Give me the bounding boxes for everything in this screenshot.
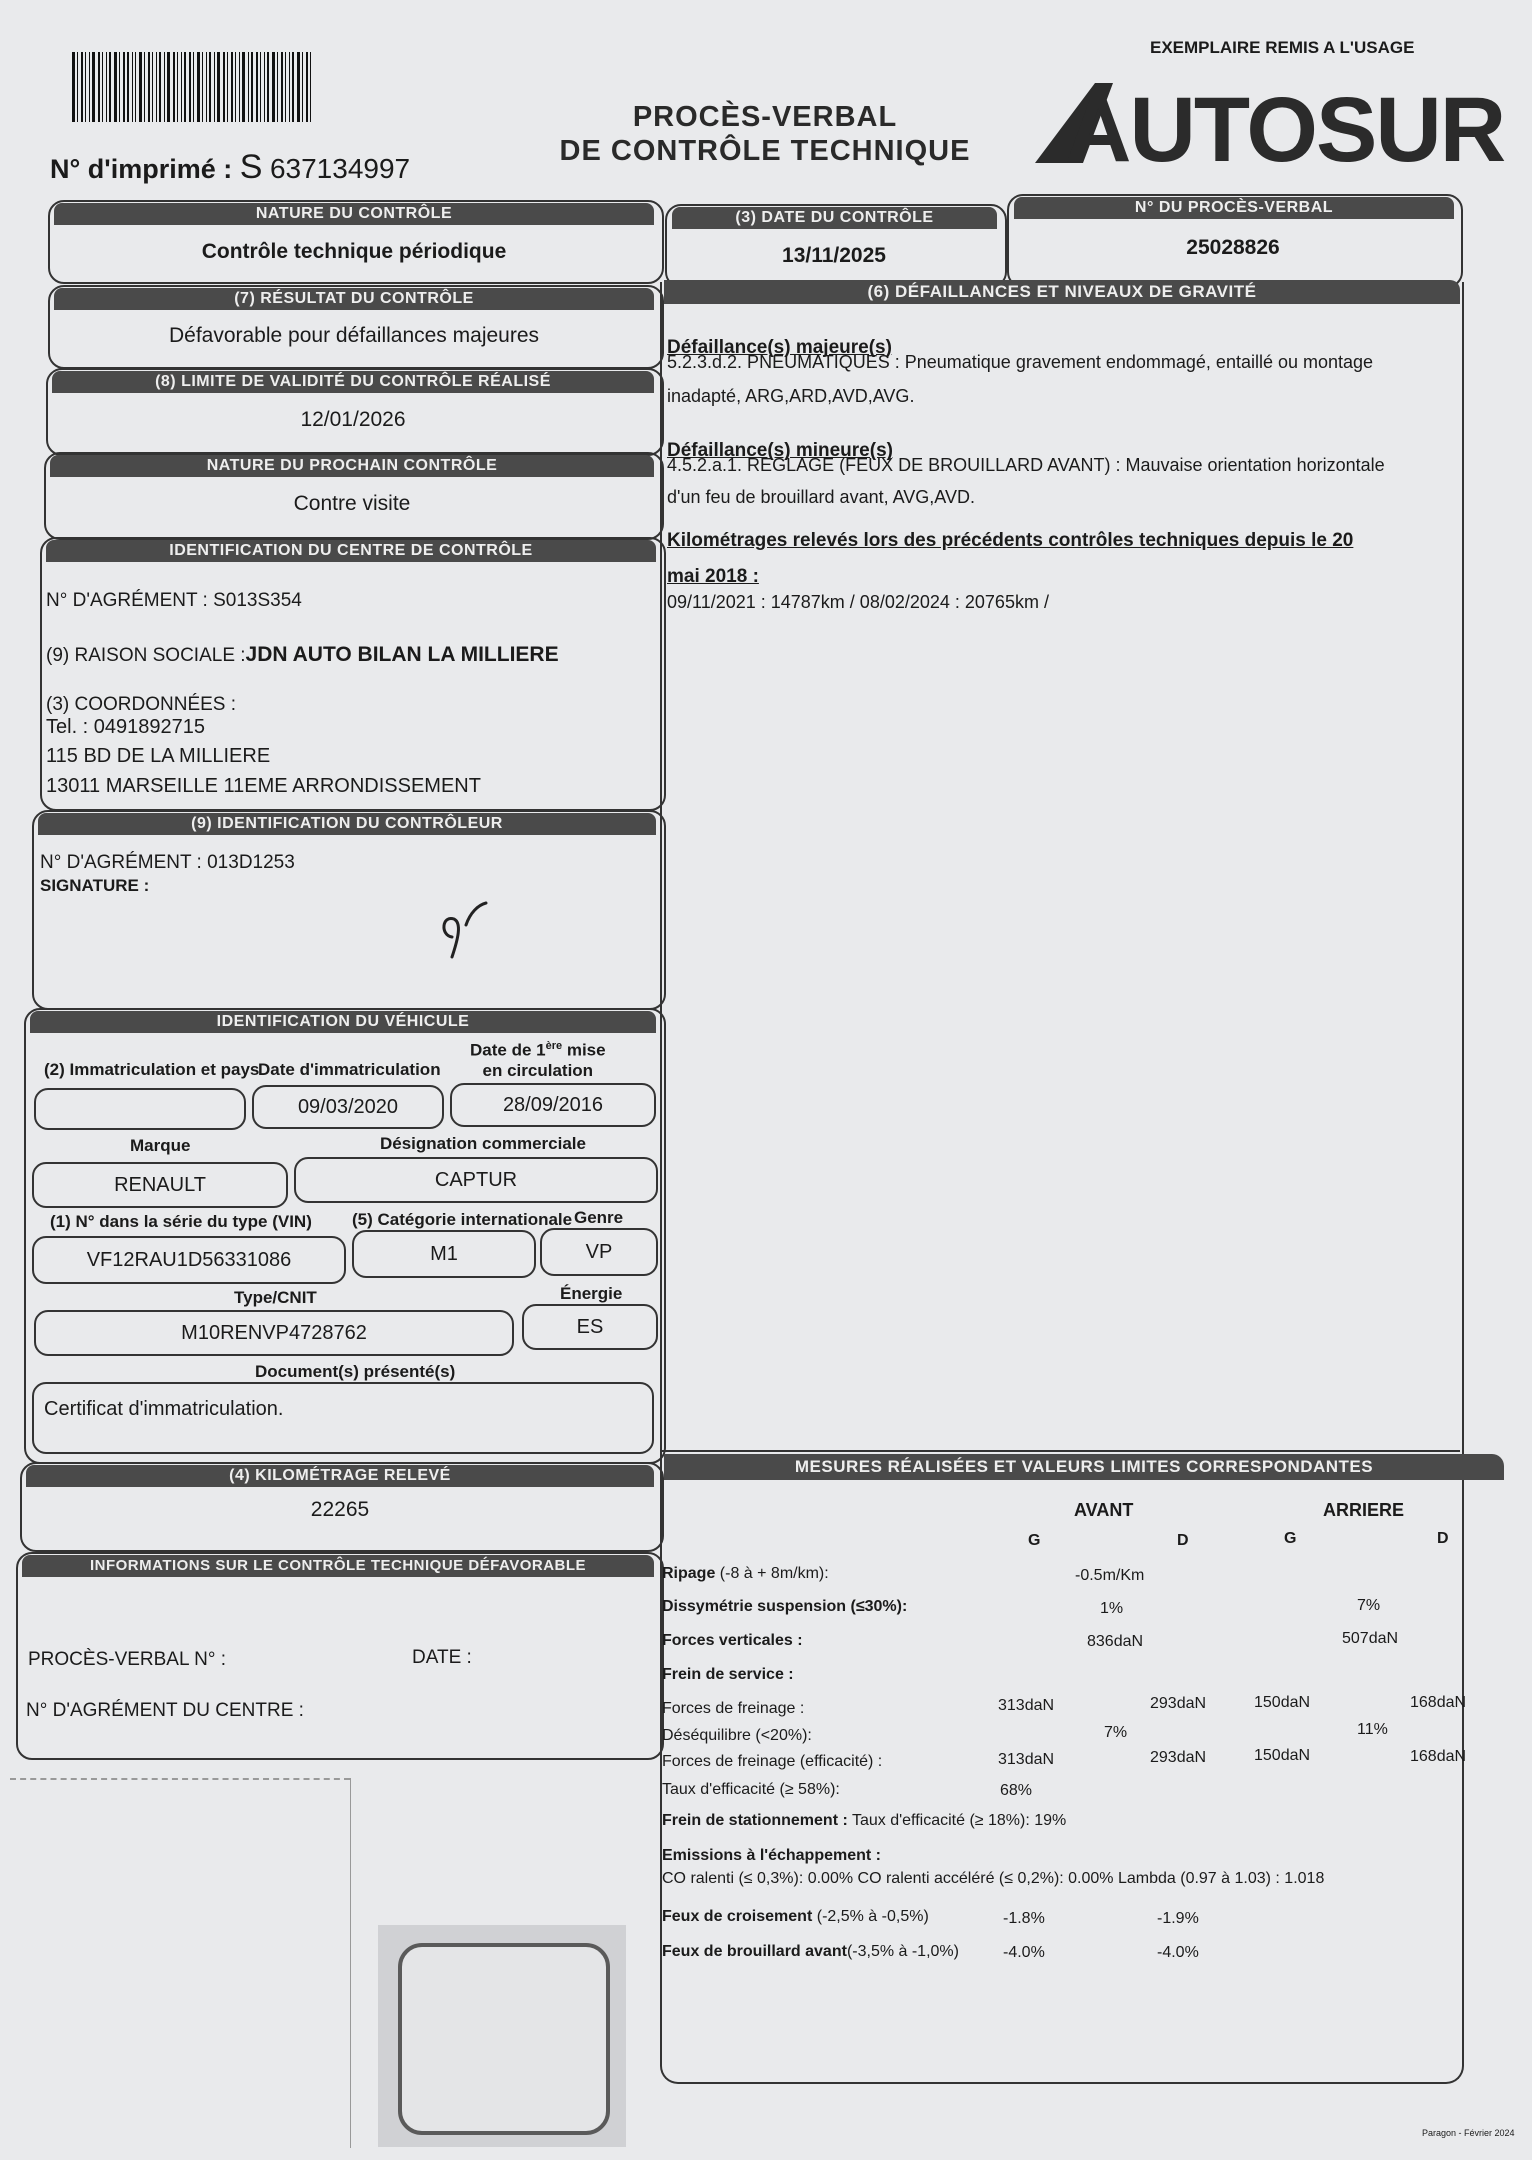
barcode-bar [85, 52, 86, 122]
taux-efficacite-value: 68% [1000, 1782, 1033, 1799]
barcode-bar [106, 52, 107, 122]
designation-label: Désignation commerciale [380, 1134, 586, 1153]
barcode-bar [310, 52, 311, 122]
defavorable-agrement-label: N° D'AGRÉMENT DU CENTRE : [26, 1700, 304, 1721]
barcode-bar [239, 52, 240, 122]
forces-verticales-label: Forces verticales : [662, 1632, 803, 1649]
barcode-bar [235, 52, 236, 122]
barcode-bar [202, 52, 203, 122]
desequilibre-arriere: 11% [1357, 1721, 1388, 1738]
raison-sociale-value: JDN AUTO BILAN LA MILLIERE [245, 643, 559, 666]
feux-croisement-row [662, 1908, 929, 1926]
frein-stationnement-label: Frein de stationnement : [662, 1812, 848, 1829]
centre-header: IDENTIFICATION DU CENTRE DE CONTRÔLE [46, 540, 656, 562]
marque-field: RENAULT [32, 1162, 288, 1208]
numero-pv-value: 25028826 [1186, 236, 1280, 259]
barcode-bar [267, 52, 269, 122]
barcode-bar [127, 52, 129, 122]
ripage-row [662, 1565, 829, 1583]
emissions-label: Emissions à l'échappement : [662, 1847, 881, 1864]
barcode-bar [164, 52, 165, 122]
freinage-efficacite-ard: 168daN [1410, 1748, 1467, 1765]
centre-box [40, 537, 666, 811]
defaillances-header: (6) DÉFAILLANCES ET NIVEAUX DE GRAVITÉ [664, 280, 1460, 304]
barcode-bar [144, 52, 145, 122]
barcode-bar [184, 52, 186, 122]
barcode-bar [173, 52, 175, 122]
barcode-bar [109, 52, 111, 122]
date-circulation-label-a: Date de 1 [470, 1040, 546, 1060]
barcode-bar [102, 52, 103, 122]
feux-croisement-d: -1.9% [1157, 1910, 1199, 1927]
barcode-bar [264, 52, 265, 122]
barcode-bar [119, 52, 120, 122]
resultat-header: (7) RÉSULTAT DU CONTRÔLE [54, 288, 654, 310]
type-cnit-label: Type/CNIT [234, 1288, 317, 1307]
freinage-efficacite-arg: 150daN [1254, 1747, 1311, 1764]
logo-text: AUTOSUR [1065, 79, 1505, 181]
frein-service-label: Frein de service : [662, 1666, 794, 1683]
barcode-bar [177, 52, 178, 122]
barcode-bar [181, 52, 182, 122]
km-title-line-1: Kilométrages relevés lors des précédents contrôles techniques depuis le 20 [667, 530, 1354, 551]
mineures-line-1: 4.5.2.a.1. REGLAGE (FEUX DE BROUILLARD AVANT) : Mauvaise orientation horizontale [667, 455, 1385, 475]
designation-field: CAPTUR [294, 1157, 658, 1203]
numero-imprime-prefix: S [239, 148, 263, 186]
barcode-bar [302, 52, 303, 122]
autosur-logo [1035, 75, 1505, 181]
mesures-header: MESURES RÉALISÉES ET VALEURS LIMITES CORRESPONDANTES [664, 1454, 1504, 1480]
genre-label: Genre [574, 1208, 624, 1227]
barcode-bar [209, 52, 211, 122]
genre-field: VP [540, 1228, 658, 1276]
defavorable-pv-label: PROCÈS-VERBAL N° : [28, 1649, 226, 1670]
documents-field [32, 1382, 654, 1454]
barcode-bar [114, 52, 117, 122]
barcode-bar [77, 52, 78, 122]
centre-raison-sociale [46, 643, 559, 667]
arriere-g-label: G [1284, 1530, 1297, 1547]
energie-label: Énergie [560, 1284, 623, 1303]
barcode [72, 52, 342, 122]
vertical-line [350, 1778, 351, 2148]
barcode-bar [193, 52, 194, 122]
barcode-bar [214, 52, 215, 122]
forces-freinage-avg: 313daN [998, 1697, 1055, 1714]
feux-brouillard-g: -4.0% [1003, 1944, 1045, 1961]
documents-value: Certificat d'immatriculation. [44, 1398, 284, 1420]
numero-imprime-label: N° d'imprimé : [50, 154, 233, 184]
barcode-bar [277, 52, 278, 122]
forces-freinage-arg: 150daN [1254, 1694, 1311, 1711]
barcode-bar [159, 52, 161, 122]
document-title [540, 100, 990, 168]
dissymetrie-arriere: 7% [1357, 1597, 1381, 1614]
date-circulation-label-sup: ère [545, 1040, 563, 1052]
barcode-bar [197, 52, 200, 122]
prochain-header: NATURE DU PROCHAIN CONTRÔLE [50, 455, 654, 477]
arriere-label: ARRIERE [1323, 1500, 1405, 1520]
barcode-bar [81, 52, 83, 122]
barcode-bar [292, 52, 294, 122]
barcode-bar [260, 52, 261, 122]
barcode-bar [251, 52, 253, 122]
controleur-box [32, 810, 666, 1010]
kilometrage-value: 22265 [310, 1498, 370, 1521]
categorie-field: M1 [352, 1230, 536, 1278]
barcode-bar [139, 52, 142, 122]
desequilibre-label: Déséquilibre (<20%): [662, 1727, 812, 1744]
controleur-agrement: N° D'AGRÉMENT : 013D1253 [40, 852, 295, 873]
dissymetrie-label: Dissymétrie suspension (≤30%): [662, 1598, 908, 1615]
barcode-bar [123, 52, 125, 122]
centre-agrement: N° D'AGRÉMENT : S013S354 [46, 590, 302, 611]
barcode-bar [152, 52, 153, 122]
barcode-bar [167, 52, 170, 122]
forces-verticales-arriere: 507daN [1342, 1630, 1399, 1647]
raison-sociale-label: (9) RAISON SOCIALE : [46, 645, 246, 666]
title-line-2: DE CONTRÔLE TECHNIQUE [559, 135, 971, 167]
barcode-bar [272, 52, 275, 122]
barcode-bar [281, 52, 283, 122]
barcode-bar [217, 52, 220, 122]
emissions-value: CO ralenti (≤ 0,3%): 0.00% CO ralenti accéléré (≤ 0,2%): 0.00% Lambda (0.97 à 1.03) : 1.018 [662, 1870, 1325, 1887]
date-circulation-label-b: mise [562, 1040, 606, 1060]
barcode-bar [306, 52, 308, 122]
controleur-signature-label: SIGNATURE : [40, 876, 150, 895]
barcode-bar [242, 52, 245, 122]
defavorable-date-label: DATE : [412, 1647, 472, 1668]
barcode-bar [285, 52, 286, 122]
feux-brouillard-limit: (-3,5% à -1,0%) [846, 1943, 959, 1960]
feux-croisement-limit: (-2,5% à -0,5%) [816, 1908, 929, 1925]
date-circulation-label-c: en circulation [482, 1060, 594, 1080]
centre-address-1: 115 BD DE LA MILLIERE [46, 745, 271, 767]
limite-header: (8) LIMITE DE VALIDITÉ DU CONTRÔLE RÉALISÉ [52, 371, 654, 393]
categorie-label: (5) Catégorie internationale [352, 1210, 573, 1229]
avant-d-label: D [1177, 1532, 1189, 1549]
barcode-bar [297, 52, 300, 122]
immat-field [34, 1088, 246, 1130]
mesures-divider [660, 1450, 1460, 1452]
avant-g-label: G [1028, 1532, 1041, 1549]
freinage-efficacite-avg: 313daN [998, 1751, 1055, 1768]
forces-verticales-avant: 836daN [1087, 1633, 1144, 1650]
date-circulation-field: 28/09/2016 [450, 1083, 656, 1127]
majeures-line-1: 5.2.3.d.2. PNEUMATIQUES : Pneumatique gravement endommagé, entaillé ou montage [667, 352, 1374, 372]
barcode-bar [135, 52, 136, 122]
feux-brouillard-label: Feux de brouillard avant [662, 1943, 847, 1960]
documents-label: Document(s) présenté(s) [255, 1362, 456, 1381]
dissymetrie-avant: 1% [1100, 1600, 1124, 1617]
feux-brouillard-d: -4.0% [1157, 1944, 1199, 1961]
vin-label: (1) N° dans la série du type (VIN) [50, 1212, 312, 1231]
defavorable-header: INFORMATIONS SUR LE CONTRÔLE TECHNIQUE DÉFAVORABLE [22, 1555, 654, 1577]
barcode-bar [248, 52, 249, 122]
barcode-bar [72, 52, 75, 122]
frein-stationnement-row [662, 1812, 1066, 1830]
type-cnit-field: M10RENVP4728762 [34, 1310, 514, 1356]
barcode-bar [148, 52, 150, 122]
centre-address-2: 13011 MARSEILLE 11EME ARRONDISSEMENT [46, 775, 481, 797]
controleur-signature [430, 895, 510, 975]
cut-line [10, 1778, 350, 1780]
mineures-line-2: d'un feu de brouillard avant, AVG,AVD. [667, 487, 975, 507]
marque-label: Marque [130, 1136, 191, 1155]
kilometrage-header: (4) KILOMÉTRAGE RELEVÉ [26, 1465, 654, 1487]
arriere-d-label: D [1437, 1530, 1449, 1547]
ripage-limit: (-8 à + 8m/km): [719, 1565, 829, 1582]
feux-brouillard-row [662, 1943, 959, 1961]
energie-field: ES [522, 1304, 658, 1350]
barcode-bar [156, 52, 157, 122]
ripage-label: Ripage [662, 1565, 716, 1582]
numero-imprime [50, 148, 410, 187]
barcode-bar [132, 52, 133, 122]
centre-tel: Tel. : 0491892715 [46, 716, 206, 738]
barcode-bar [289, 52, 290, 122]
centre-coordonnees-label: (3) COORDONNÉES : [46, 694, 237, 715]
numero-pv-header: N° DU PROCÈS-VERBAL [1014, 197, 1454, 219]
freinage-efficacite-label: Forces de freinage (efficacité) : [662, 1753, 883, 1770]
barcode-bar [227, 52, 228, 122]
barcode-bar [256, 52, 258, 122]
km-values: 09/11/2021 : 14787km / 08/02/2024 : 20765km / [667, 592, 1049, 612]
numero-imprime-value: 637134997 [269, 153, 411, 184]
date-immat-label: Date d'immatriculation [258, 1060, 441, 1079]
forces-freinage-label: Forces de freinage : [662, 1700, 805, 1717]
majeures-line-2: inadapté, ARG,ARD,AVD,AVG. [667, 386, 915, 406]
barcode-bar [189, 52, 191, 122]
date-controle-header: (3) DATE DU CONTRÔLE [672, 207, 997, 229]
limite-value: 12/01/2026 [300, 408, 406, 431]
avant-label: AVANT [1074, 1500, 1134, 1520]
resultat-value: Défavorable pour défaillances majeures [168, 324, 540, 347]
feux-croisement-label: Feux de croisement [662, 1908, 813, 1925]
barcode-bar [223, 52, 225, 122]
prochain-value: Contre visite [293, 492, 411, 515]
stamp-frame [398, 1943, 610, 2135]
barcode-bar [98, 52, 100, 122]
date-circulation-label [470, 1036, 606, 1081]
freinage-efficacite-avd: 293daN [1150, 1749, 1207, 1766]
km-title-line-2: mai 2018 : [667, 566, 759, 587]
taux-efficacite-label: Taux d'efficacité (≥ 58%): [662, 1781, 840, 1798]
barcode-bar [206, 52, 207, 122]
date-controle-value: 13/11/2025 [782, 244, 886, 267]
majeures-title: Défaillance(s) majeure(s) [667, 337, 892, 358]
feux-croisement-g: -1.8% [1003, 1910, 1045, 1927]
immat-label: (2) Immatriculation et pays [44, 1060, 260, 1079]
mineures-title: Défaillance(s) mineure(s) [667, 440, 893, 461]
exemplaire-mention: EXEMPLAIRE REMIS A L'USAGE [1150, 38, 1415, 57]
barcode-bar [89, 52, 90, 122]
forces-freinage-ard: 168daN [1410, 1694, 1467, 1711]
vehicule-header: IDENTIFICATION DU VÉHICULE [30, 1011, 656, 1033]
nature-controle-header: NATURE DU CONTRÔLE [54, 203, 654, 225]
barcode-bar [92, 52, 95, 122]
frein-stationnement-value: Taux d'efficacité (≥ 18%): 19% [851, 1812, 1067, 1829]
title-line-1: PROCÈS-VERBAL [632, 101, 898, 133]
date-immat-field: 09/03/2020 [252, 1085, 444, 1129]
barcode-bar [231, 52, 233, 122]
controleur-header: (9) IDENTIFICATION DU CONTRÔLEUR [38, 813, 656, 835]
nature-controle-value: Contrôle technique périodique [201, 240, 507, 263]
forces-freinage-avd: 293daN [1150, 1695, 1207, 1712]
vin-field: VF12RAU1D56331086 [32, 1236, 346, 1284]
desequilibre-avant: 7% [1104, 1724, 1128, 1741]
footer-paragon: Paragon - Février 2024 [1422, 2128, 1515, 2138]
ripage-value: -0.5m/Km [1075, 1567, 1145, 1584]
